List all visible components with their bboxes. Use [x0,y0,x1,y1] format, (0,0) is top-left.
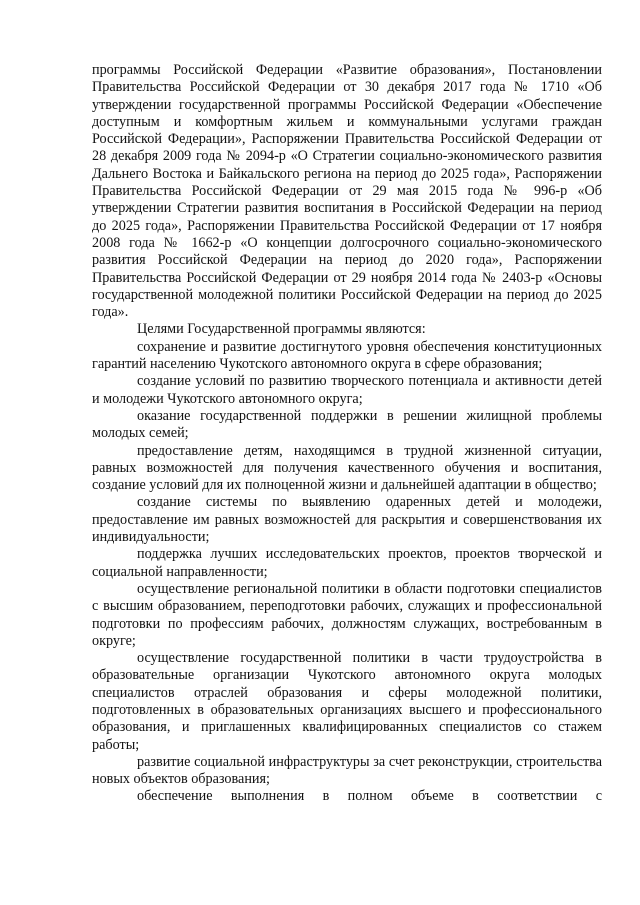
goal-item: предоставление детям, находящимся в трудной жизненной ситуации, равных возможностей для получения качественного обучения и воспитания, создание условий для их полноценной жизни и дальнейшей адаптации в общество; [92,442,602,494]
goal-item: сохранение и развитие достигнутого уровня обеспечения конституционных гарантий населению Чукотского автономного округа в сфере образования; [92,338,602,373]
goal-item: осуществление государственной политики в части трудоустройства в образовательные организации Чукотского автономного округа молодых специалистов отраслей образования и сферы молодежной политики, подготовленных в образовательных организациях высшего и профессионального образования, и приглашенных квалифицированных специалистов со стажем работы; [92,650,602,753]
intro-paragraph: программы Российской Федерации «Развитие образования», Постановлении Правительства Российской Федерации от 30 декабря 2017 года № 1710 «Об утверждении государственной программы Российской Федерации «Обеспечение доступным и комфортным жильем и коммунальными услугами граждан Российской Федерации», Распоряжении Правительства Российской Федерации от 28 декабря 2009 года № 2094-р «О Стратегии социально-экономического развития Дальнего Востока и Байкальского региона на период до 2025 года», Распоряжении Правительства Российской Федерации от 29 мая 2015 года № 996-р «Об утверждении Стратегии развития воспитания в Российской Федерации на период до 2025 года», Распоряжении Правительства Российской Федерации от 17 ноября 2008 года № 1662-р «О концепции долгосрочного социально-экономического развития Российской Федерации на период до 2020 года», Распоряжении Правительства Российской Федерации от 29 ноября 2014 года № 2403-р «Основы государственной молодежной политики Российской Федерации на период до 2025 года». [92,62,602,321]
goal-item: осуществление региональной политики в области подготовки специалистов с высшим образованием, переподготовки рабочих, служащих и профессиональной подготовки по профессиям рабочих, должностям служащих, востребованным в округе; [92,580,602,649]
goal-item: оказание государственной поддержки в решении жилищной проблемы молодых семей; [92,407,602,442]
goals-heading: Целями Государственной программы являются: [137,321,426,338]
goal-item: поддержка лучших исследовательских проектов, проектов творческой и социальной направленности; [92,546,602,580]
goal-item: создание условий по развитию творческого потенциала и активности детей и молодежи Чукотского автономного округа; [92,373,602,407]
goal-item: обеспечение выполнения в полном объеме в соответствии с [137,788,602,805]
goal-item: развитие социальной инфраструктуры за счет реконструкции, строительства новых объектов образования; [92,753,602,788]
goal-item: создание системы по выявлению одаренных детей и молодежи, предоставление им равных возможностей для раскрытия и совершенствования их индивидуальности; [92,494,602,546]
